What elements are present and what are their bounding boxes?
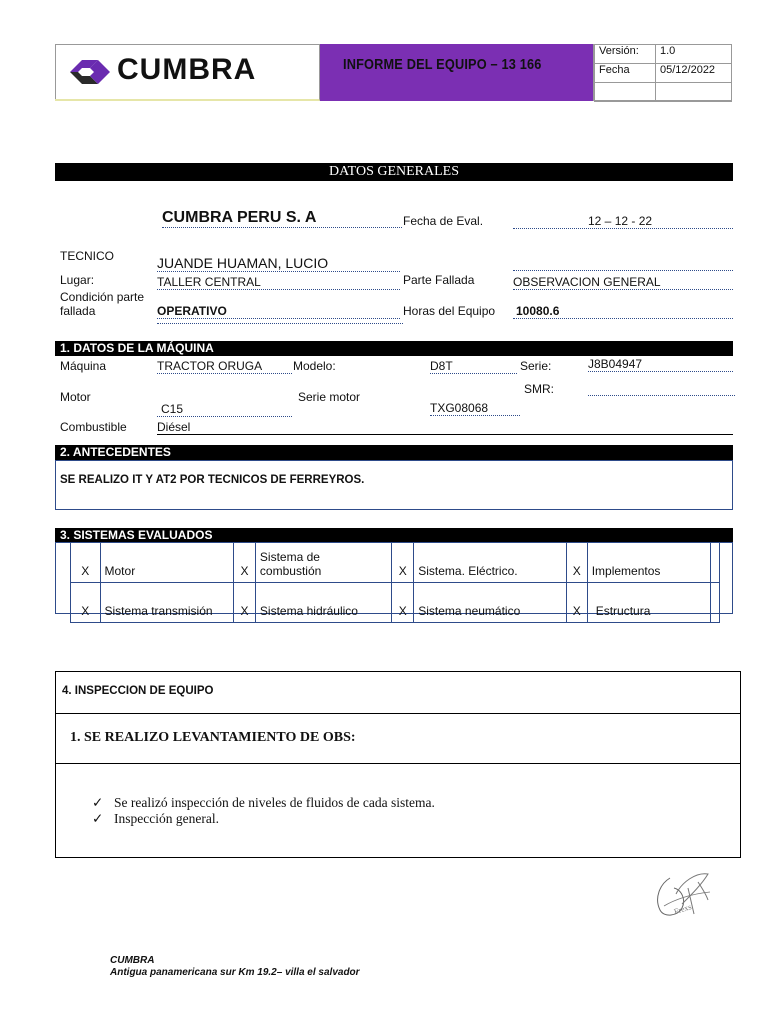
systems-table bbox=[70, 542, 720, 623]
empty-cell bbox=[595, 83, 656, 102]
motor-serial-label: Serie motor bbox=[298, 390, 361, 404]
version-value: 1.0 bbox=[656, 45, 732, 64]
company-name: CUMBRA PERU S. A bbox=[162, 209, 402, 228]
machine-heading: 1. DATOS DE LA MÁQUINA bbox=[55, 341, 733, 356]
report-title: INFORME DEL EQUIPO – 13 166 bbox=[343, 56, 542, 73]
hours-value: 10080.6 bbox=[513, 304, 733, 319]
date-value: 05/12/2022 bbox=[656, 64, 732, 83]
cumbra-logo-icon bbox=[70, 60, 110, 84]
motor-label: Motor bbox=[60, 390, 91, 404]
blank-field bbox=[513, 256, 733, 271]
systems-row bbox=[71, 543, 720, 583]
logo-cell bbox=[55, 44, 320, 101]
check-mark: X bbox=[566, 543, 587, 583]
systems-row bbox=[71, 583, 720, 623]
checkmark-icon: ✓ bbox=[92, 795, 104, 810]
system-structure: Estructura bbox=[587, 583, 710, 623]
inspection-subheading: 1. SE REALIZO LEVANTAMIENTO DE OBS: bbox=[70, 730, 356, 745]
system-transmission: Sistema transmisión bbox=[100, 583, 234, 623]
system-fuel bbox=[255, 543, 391, 583]
model-label: Modelo: bbox=[293, 359, 336, 373]
general-heading: DATOS GENERALES bbox=[55, 163, 733, 181]
hours-label: Horas del Equipo bbox=[403, 304, 496, 318]
divider bbox=[56, 713, 740, 714]
check-mark: X bbox=[392, 543, 414, 583]
background-heading: 2. ANTECEDENTES bbox=[55, 445, 733, 460]
logo-text: CUMBRA bbox=[117, 53, 257, 86]
system-electric: Sistema. Eléctrico. bbox=[414, 543, 567, 583]
checkmark-icon: ✓ bbox=[92, 811, 104, 826]
place-label: Lugar: bbox=[60, 273, 95, 287]
machine-label: Máquina bbox=[60, 359, 107, 373]
empty-cell bbox=[656, 83, 732, 102]
fault-label: Parte Fallada bbox=[403, 273, 475, 287]
motor-serial-value: TXG08068 bbox=[430, 401, 520, 416]
system-implements: Implementos bbox=[587, 543, 710, 583]
serial-label: Serie: bbox=[520, 359, 552, 373]
check-mark: X bbox=[234, 543, 256, 583]
version-label: Versión: bbox=[595, 45, 656, 64]
background-box bbox=[55, 460, 733, 510]
system-motor: Motor bbox=[100, 543, 234, 583]
fuel-label: Combustible bbox=[60, 420, 127, 434]
condition-label-1: Condición parte bbox=[60, 290, 145, 304]
date-label: Fecha bbox=[595, 64, 656, 83]
svg-text:Frexs: Frexs bbox=[672, 902, 693, 917]
check-mark: X bbox=[566, 583, 587, 623]
empty-cell bbox=[711, 543, 720, 583]
list-item: ✓ Inspección general. bbox=[92, 811, 219, 826]
divider bbox=[56, 763, 740, 764]
machine-value: TRACTOR ORUGA bbox=[157, 359, 292, 374]
system-pneumatic: Sistema neumático bbox=[414, 583, 567, 623]
systems-heading: 3. SISTEMAS EVALUADOS bbox=[55, 528, 733, 542]
check-mark: X bbox=[71, 543, 101, 583]
fault-value: OBSERVACION GENERAL bbox=[513, 275, 733, 290]
background-text: SE REALIZO IT Y AT2 POR TECNICOS DE FERREYROS. bbox=[60, 474, 365, 486]
check-mark: X bbox=[392, 583, 414, 623]
footer-company: CUMBRA bbox=[110, 955, 155, 966]
model-value: D8T bbox=[430, 359, 517, 374]
tech-label: TECNICO bbox=[60, 249, 114, 263]
motor-value: C15 bbox=[157, 402, 292, 417]
meta-grid bbox=[594, 44, 732, 101]
check-mark: X bbox=[234, 583, 256, 623]
underline bbox=[157, 319, 403, 324]
place-value: TALLER CENTRAL bbox=[157, 275, 400, 290]
eval-date-value: 12 – 12 - 22 bbox=[513, 214, 733, 229]
condition-label-2: fallada bbox=[60, 304, 96, 318]
list-item: ✓ Se realizó inspección de niveles de fluidos de cada sistema. bbox=[92, 795, 435, 810]
system-hydraulic: Sistema hidráulico bbox=[255, 583, 391, 623]
empty-cell bbox=[711, 583, 720, 623]
footer-address: Antigua panamericana sur Km 19.2– villa el salvador bbox=[110, 967, 360, 978]
signature-image bbox=[652, 864, 716, 924]
system-fuel-line-2: combustión bbox=[259, 564, 322, 578]
eval-date-label: Fecha de Eval. bbox=[403, 214, 484, 228]
smr-label: SMR: bbox=[524, 382, 554, 396]
condition-value: OPERATIVO bbox=[157, 304, 400, 319]
serial-value: J8B04947 bbox=[588, 357, 733, 372]
inspection-box bbox=[55, 671, 741, 858]
fuel-value: Diésel bbox=[157, 420, 733, 435]
tech-value: JUANDE HUAMAN, LUCIO bbox=[157, 255, 400, 272]
smr-value bbox=[588, 382, 735, 396]
check-mark: X bbox=[71, 583, 101, 623]
system-fuel-line-1: Sistema de bbox=[259, 550, 320, 564]
inspection-heading: 4. INSPECCION DE EQUIPO bbox=[62, 685, 214, 697]
